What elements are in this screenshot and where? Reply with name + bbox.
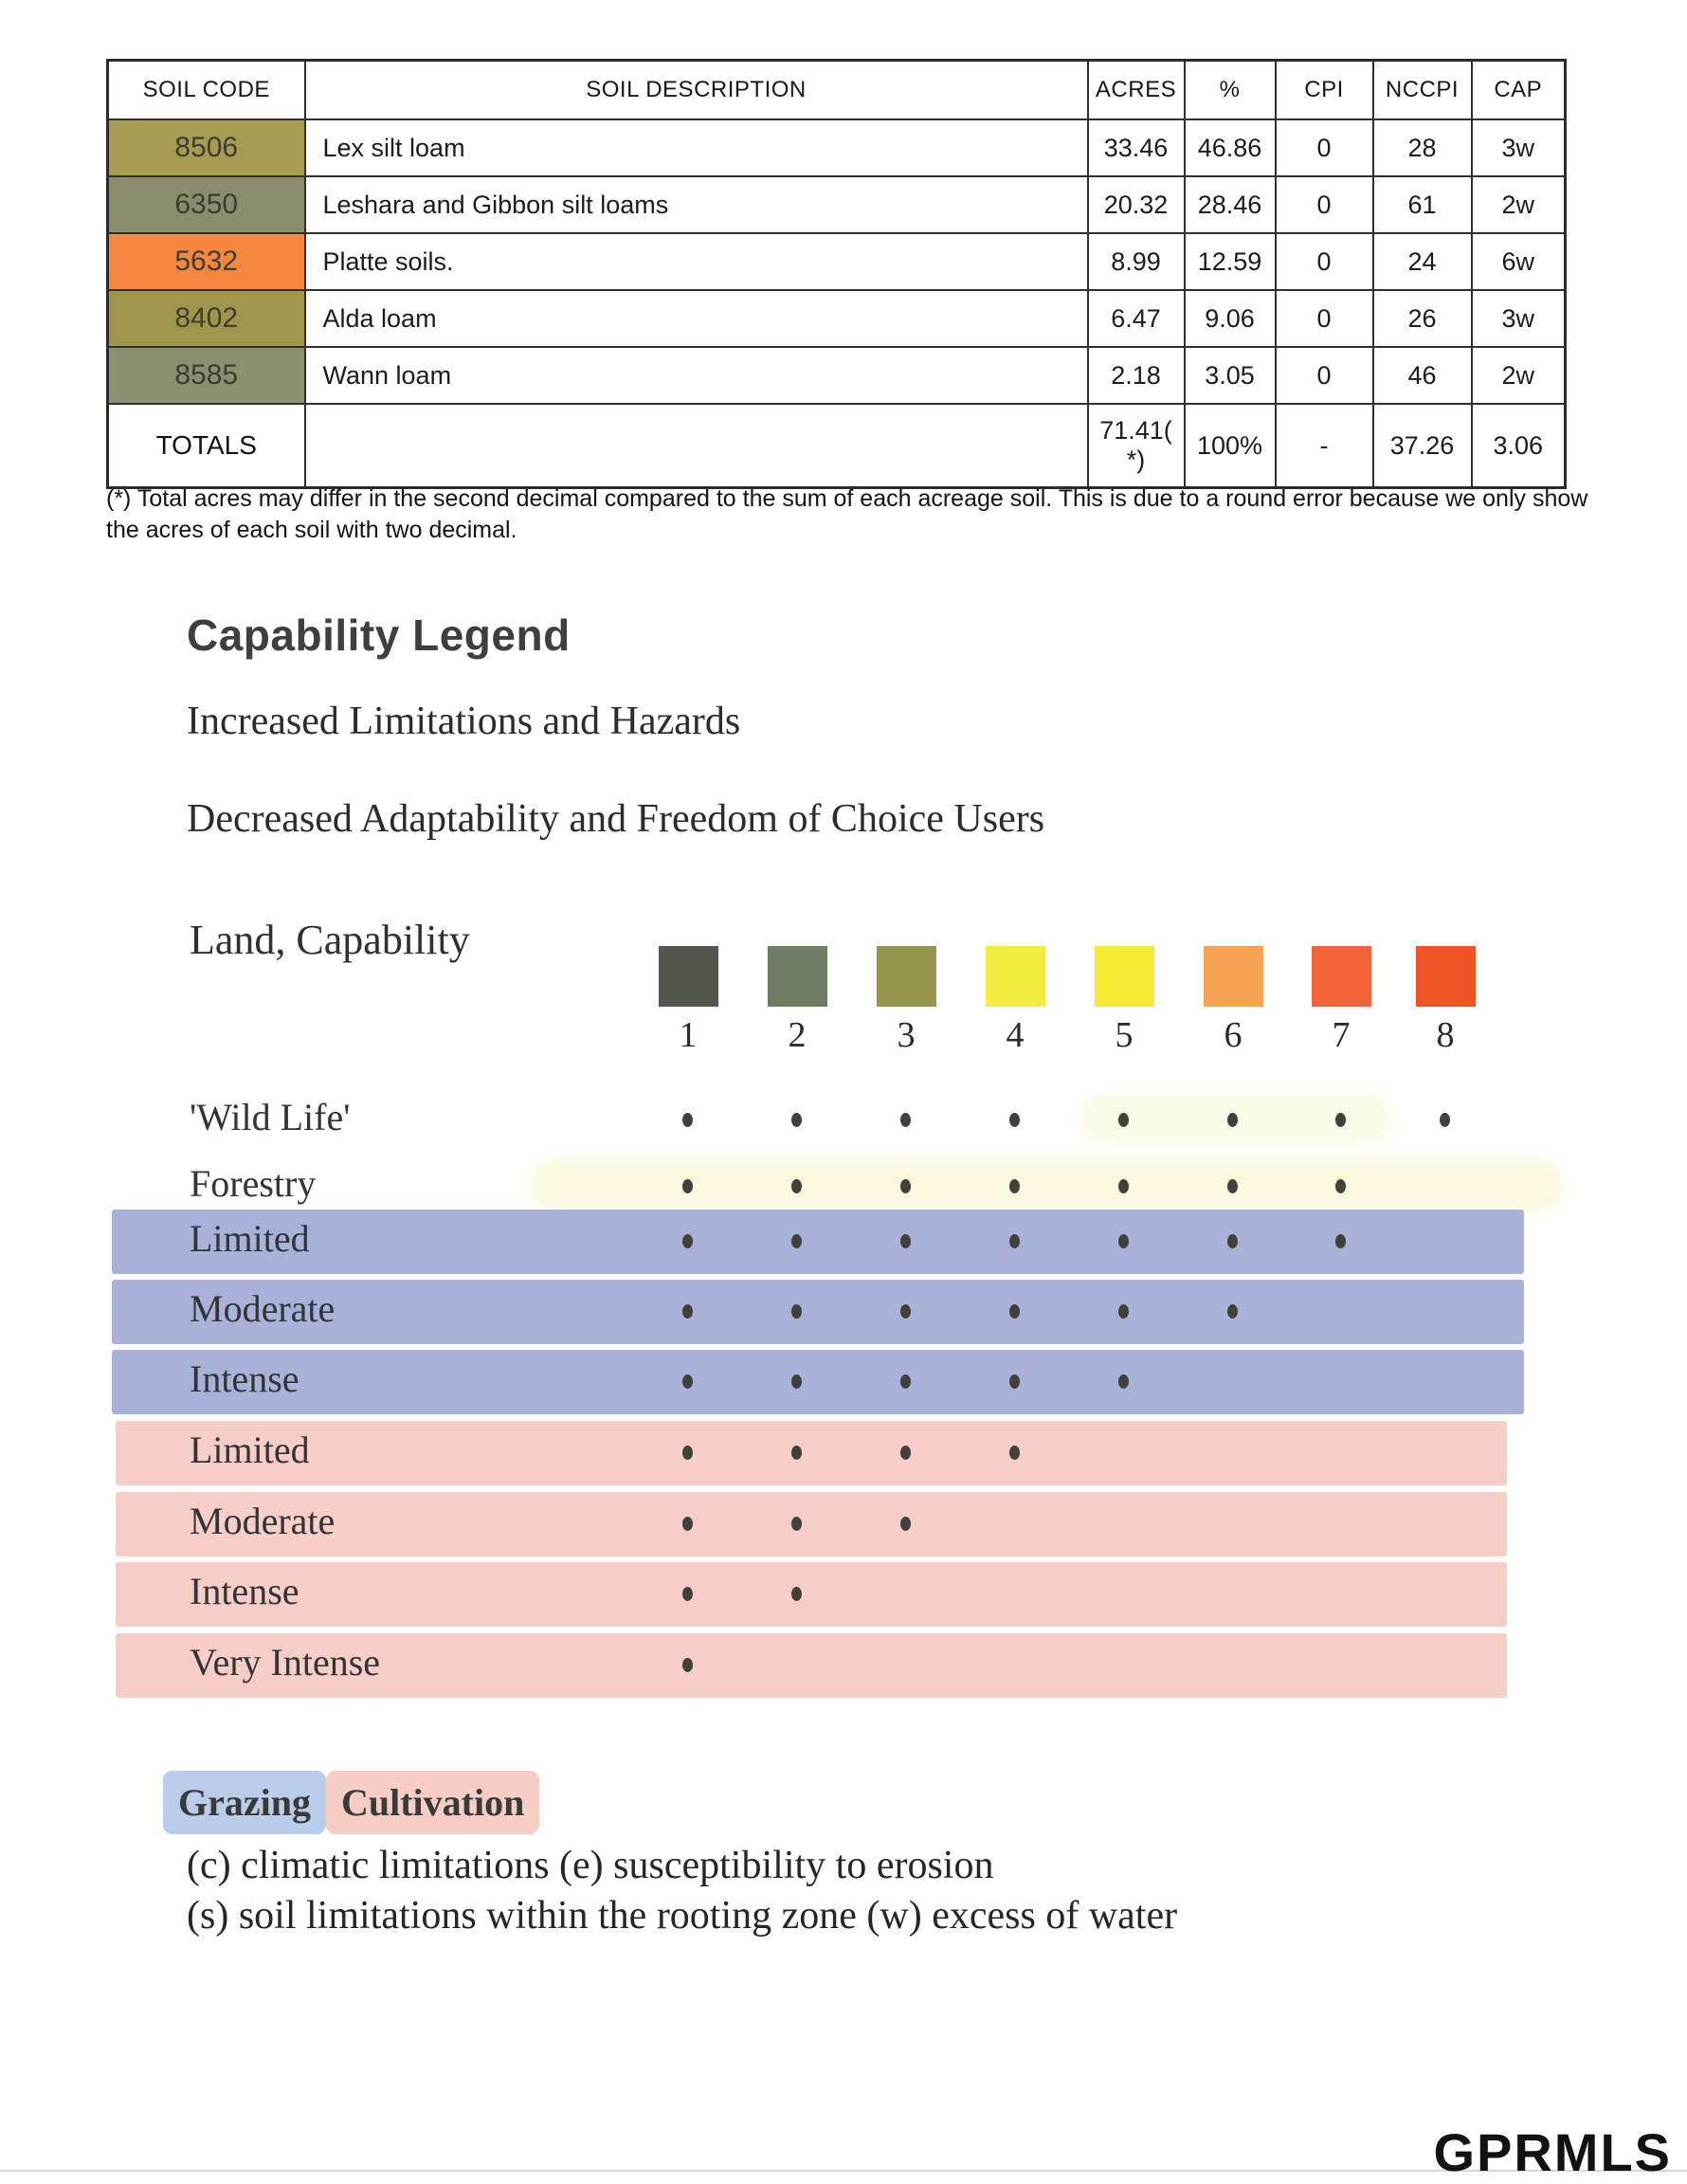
band-key: [163, 1765, 539, 1839]
capability-dot: [900, 1113, 911, 1127]
capability-class-swatch: [877, 946, 936, 1007]
cap-cell: 2w: [1472, 347, 1566, 404]
totals-acres-cell: 71.41( *): [1088, 404, 1185, 488]
soil-code-cell: 8402: [108, 290, 305, 347]
col-header-cpi: CPI: [1276, 61, 1373, 120]
capability-dot: [682, 1517, 693, 1531]
capability-dot: [682, 1234, 693, 1248]
capability-class-number: 5: [1115, 1015, 1134, 1055]
soil-table-body: [108, 119, 1566, 488]
cpi-cell: 0: [1276, 347, 1373, 404]
note-soil-water: (s) soil limitations within the rooting zone (w) excess of water: [187, 1894, 1178, 1938]
totals-cpi-cell: -: [1276, 404, 1373, 488]
capability-class-swatch: [659, 946, 718, 1007]
capability-dot: [1009, 1179, 1020, 1193]
capability-class-swatch: [986, 946, 1045, 1007]
capability-dot: [900, 1304, 911, 1319]
capability-dot: [1118, 1179, 1129, 1193]
capability-dot: [1440, 1113, 1450, 1127]
soil-table-row: [108, 176, 1566, 233]
note-climatic-erosion: (c) climatic limitations (e) susceptibility to erosion: [187, 1844, 994, 1887]
soil-code-cell: 6350: [108, 176, 305, 233]
capability-legend-title: Capability Legend: [187, 610, 571, 660]
capability-class-swatch: [1204, 946, 1263, 1007]
matrix-row-label: Moderate: [190, 1287, 336, 1330]
col-header-soil-description: SOIL DESCRIPTION: [305, 61, 1088, 120]
cpi-cell: 0: [1276, 233, 1373, 290]
capability-dot: [900, 1234, 911, 1248]
grazing-key-label: Grazing: [163, 1771, 326, 1834]
nccpi-cell: 26: [1373, 290, 1472, 347]
matrix-row-label: Moderate: [190, 1500, 336, 1542]
matrix-row-label: Limited: [190, 1217, 310, 1260]
capability-dot: [1335, 1234, 1346, 1248]
highlight-band-pink: [116, 1562, 1507, 1627]
acres-cell: 8.99: [1088, 233, 1185, 290]
matrix-row-label: Very Intense: [190, 1641, 381, 1684]
capability-class-number: 1: [679, 1015, 698, 1055]
totals-cap-cell: 3.06: [1472, 404, 1566, 488]
capability-class-number: 6: [1224, 1015, 1243, 1055]
soil-table-totals-row: [108, 404, 1566, 488]
capability-dot: [1227, 1234, 1238, 1248]
capability-dot: [1118, 1234, 1129, 1248]
matrix-row-label: Forestry: [190, 1162, 317, 1205]
pct-cell: 3.05: [1185, 347, 1276, 404]
capability-dot: [682, 1658, 693, 1672]
capability-dot: [900, 1517, 911, 1531]
pct-cell: 46.86: [1185, 119, 1276, 176]
capability-dot: [791, 1374, 802, 1389]
cap-cell: 3w: [1472, 119, 1566, 176]
soil-table-row: [108, 119, 1566, 176]
totals-pct-cell: 100%: [1185, 404, 1276, 488]
nccpi-cell: 46: [1373, 347, 1472, 404]
matrix-row-label: Intense: [190, 1357, 299, 1400]
cultivation-key-label: Cultivation: [326, 1771, 539, 1834]
totals-label-cell: TOTALS: [108, 404, 305, 488]
pct-cell: 28.46: [1185, 176, 1276, 233]
soil-description-cell: Lex silt loam: [305, 119, 1088, 176]
capability-class-number: 2: [788, 1015, 807, 1055]
col-header-soil-code: SOIL CODE: [108, 61, 305, 120]
cpi-cell: 0: [1276, 119, 1373, 176]
acres-cell: 20.32: [1088, 176, 1185, 233]
capability-dot: [791, 1304, 802, 1319]
soil-table-row: [108, 347, 1566, 404]
capability-dot: [900, 1446, 911, 1460]
soil-description-cell: Alda loam: [305, 290, 1088, 347]
capability-dot: [1335, 1113, 1346, 1127]
capability-class-swatch: [1312, 946, 1371, 1007]
cpi-cell: 0: [1276, 176, 1373, 233]
cap-cell: 6w: [1472, 233, 1566, 290]
cap-cell: 3w: [1472, 290, 1566, 347]
nccpi-cell: 61: [1373, 176, 1472, 233]
land-capability-label: Land, Capability: [190, 917, 470, 963]
capability-class-number: 3: [897, 1015, 916, 1055]
highlight-band-blue: [112, 1210, 1524, 1274]
capability-dot: [682, 1113, 693, 1127]
soil-table: [106, 59, 1567, 489]
capability-dot: [1227, 1179, 1238, 1193]
cap-cell: 2w: [1472, 176, 1566, 233]
table-footnote: (*) Total acres may differ in the second decimal compared to the sum of each acreage soil. This is due to a round error because we only show the acres of each soil with two decimal.: [106, 485, 1588, 543]
capability-dot: [791, 1234, 802, 1248]
capability-dot: [682, 1587, 693, 1601]
matrix-row-label: 'Wild Life': [190, 1096, 351, 1138]
soil-description-cell: Wann loam: [305, 347, 1088, 404]
capability-class-number: 7: [1332, 1015, 1351, 1055]
gprmls-watermark: GPRMLS: [1433, 2122, 1672, 2182]
soil-description-cell: Leshara and Gibbon silt loams: [305, 176, 1088, 233]
totals-nccpi-cell: 37.26: [1373, 404, 1472, 488]
capability-dot: [1335, 1179, 1346, 1193]
acres-cell: 6.47: [1088, 290, 1185, 347]
capability-class-number: 4: [1006, 1015, 1025, 1055]
capability-dot: [791, 1446, 802, 1460]
capability-dot: [682, 1446, 693, 1460]
capability-dot: [791, 1517, 802, 1531]
capability-class-swatch: [1416, 946, 1476, 1007]
legend-subtitle-1: Increased Limitations and Hazards: [187, 700, 741, 743]
highlight-band-blue: [112, 1350, 1524, 1414]
highlight-band-pink: [116, 1421, 1507, 1485]
capability-dot: [1009, 1113, 1020, 1127]
capability-dot: [1118, 1374, 1129, 1389]
col-header-cap: CAP: [1472, 61, 1566, 120]
capability-class-number: 8: [1436, 1015, 1455, 1055]
matrix-row-label: Limited: [190, 1429, 310, 1471]
col-header-pct: %: [1185, 61, 1276, 120]
capability-dot: [791, 1113, 802, 1127]
capability-dot: [791, 1179, 802, 1193]
capability-dot: [791, 1587, 802, 1601]
capability-dot: [1227, 1113, 1238, 1127]
soil-code-cell: 8585: [108, 347, 305, 404]
capability-dot: [900, 1374, 911, 1389]
soil-table-header-row: [108, 61, 1566, 120]
matrix-row-label: Intense: [190, 1570, 299, 1612]
capability-dot: [1009, 1234, 1020, 1248]
capability-dot: [682, 1179, 693, 1193]
capability-dot: [1009, 1304, 1020, 1319]
cpi-cell: 0: [1276, 290, 1373, 347]
capability-dot: [1009, 1446, 1020, 1460]
soil-table-row: [108, 233, 1566, 290]
capability-class-swatch: [768, 946, 827, 1007]
capability-dot: [682, 1374, 693, 1389]
soil-code-cell: 5632: [108, 233, 305, 290]
col-header-nccpi: NCCPI: [1373, 61, 1472, 120]
col-header-acres: ACRES: [1088, 61, 1185, 120]
nccpi-cell: 28: [1373, 119, 1472, 176]
capability-class-swatch: [1095, 946, 1154, 1007]
capability-dot: [1118, 1304, 1129, 1319]
capability-dot: [1227, 1304, 1238, 1319]
totals-description-cell: [305, 404, 1088, 488]
pct-cell: 12.59: [1185, 233, 1276, 290]
soil-code-cell: 8506: [108, 119, 305, 176]
acres-cell: 2.18: [1088, 347, 1185, 404]
capability-dot: [682, 1304, 693, 1319]
legend-subtitle-2: Decreased Adaptability and Freedom of Choice Users: [187, 797, 1045, 841]
acres-cell: 33.46: [1088, 119, 1185, 176]
nccpi-cell: 24: [1373, 233, 1472, 290]
soil-description-cell: Platte soils.: [305, 233, 1088, 290]
capability-dot: [1118, 1113, 1129, 1127]
soil-table-row: [108, 290, 1566, 347]
capability-dot: [900, 1179, 911, 1193]
pct-cell: 9.06: [1185, 290, 1276, 347]
capability-dot: [1009, 1374, 1020, 1389]
